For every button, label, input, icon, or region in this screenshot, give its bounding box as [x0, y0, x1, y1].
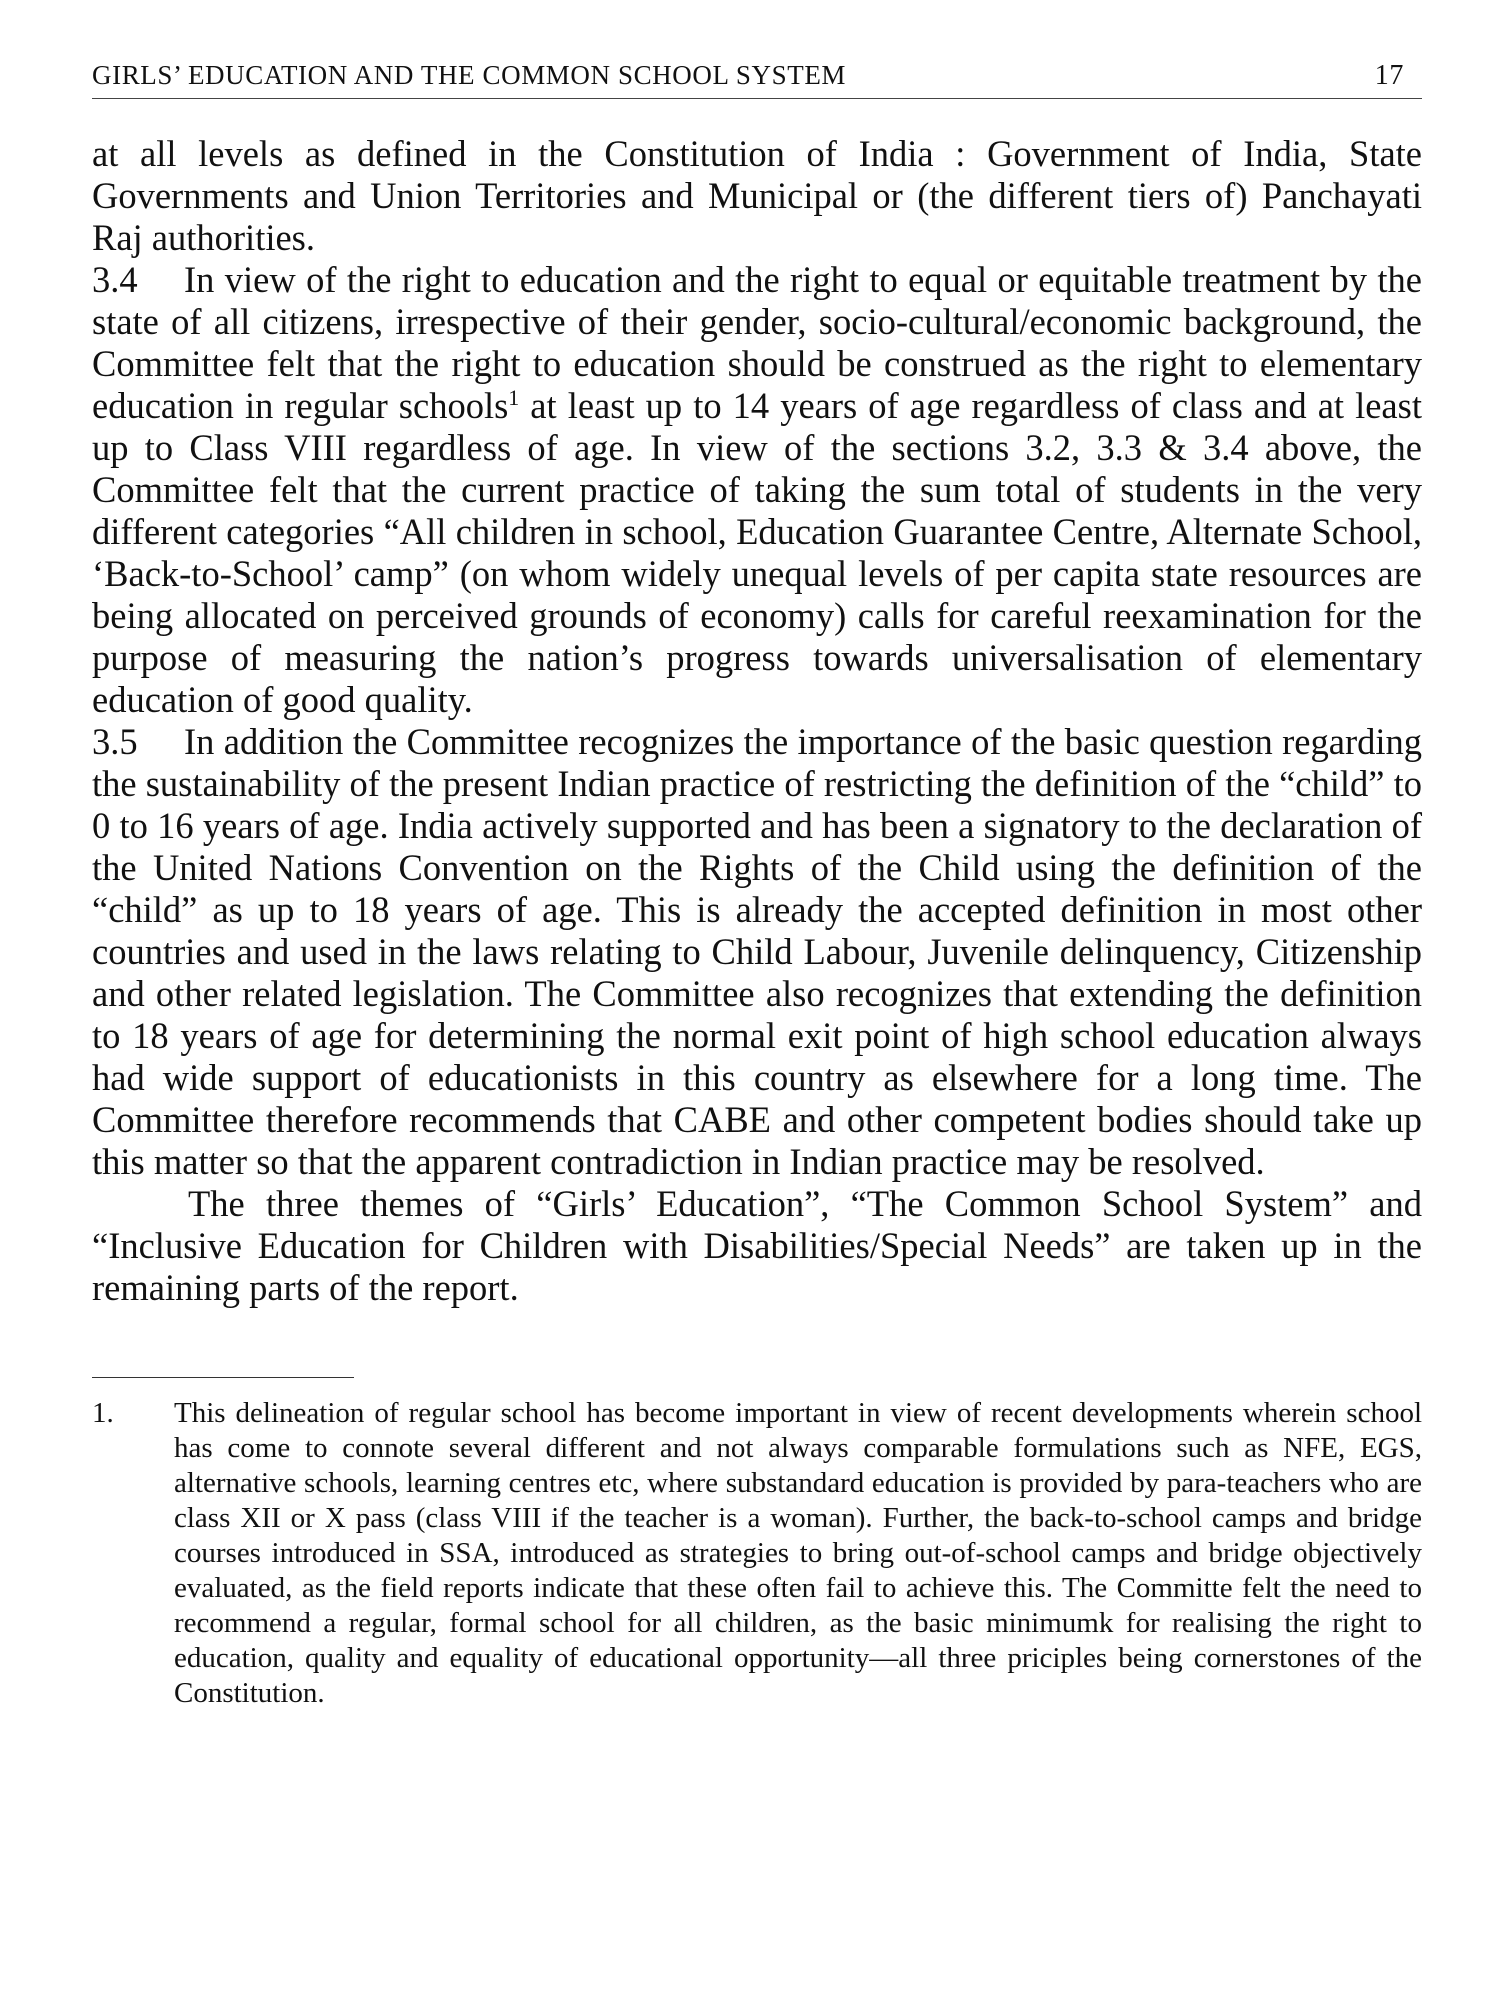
closing-paragraph: The three themes of “Girls’ Education”, “The Common School System” and “Inclusive Education for Children with Disabilities/Special Needs” are taken up in the remaining parts of the report. [92, 1183, 1422, 1308]
section-text: In addition the Committee recognizes the importance of the basic question regarding the sustainability of the present Indian practice of restricting the definition of the “child” to 0 to 16 years of age. India actively supported and has been a signatory to the declaration of the United Nations Convention on the Rights of the Child using the definition of the “child” as up to 18 years of age. This is already the accepted definition in most other countries and used in the laws relating to Child Labour, Juvenile delinquency, Citizenship and other related legislation. The Committee also recognizes that extending the definition to 18 years of age for determining the normal exit point of high school education always had wide support of educationists in this country as elsewhere for a long time. The Committee therefore recommends that CABE and other competent bodies should take up this matter so that the apparent contradiction in Indian practice may be resolved. [92, 721, 1422, 1182]
page-number: 17 [1374, 60, 1404, 91]
footnote [92, 1396, 1422, 1711]
footnote-reference[interactable]: 1 [508, 384, 520, 410]
footnote-divider [92, 1377, 354, 1378]
section-number: 3.4 [92, 259, 138, 300]
section-text: In view of the right to education and the right to equal or equitable treatment by the state of all citizens, irrespective of their gender, socio-cultural/economic background, the Committee felt that the right to education should be construed as the right to elementary education in regular schools [92, 259, 1422, 426]
section-3-5 [92, 721, 1422, 1183]
document-page [92, 60, 1422, 1711]
body-text [92, 133, 1422, 1309]
footnote-text: This delineation of regular school has become important in view of recent developments wherein school has come to connote several different and not always comparable formulations such as NFE, EGS, alternative schools, learning centres etc, where substandard education is provided by para-teachers who are class XII or X pass (class VIII if the teacher is a woman). Further, the back-to-school camps and bridge courses introduced in SSA, introduced as strategies to bring out-of-school camps and bridge objectively evaluated, as the field reports indicate that these often fail to achieve this. The Committe felt the need to recommend a regular, formal school for all children, as the basic minimumk for realising the right to education, quality and equality of educational opportunity—all three priciples being cornerstones of the Constitution. [174, 1397, 1422, 1709]
running-title: GIRLS’ EDUCATION AND THE COMMON SCHOOL SYSTEM [92, 60, 847, 90]
section-number: 3.5 [92, 721, 138, 762]
section-3-4 [92, 259, 1422, 721]
continuation-paragraph: at all levels as defined in the Constitution of India : Government of India, State Governments and Union Territories and Municipal or (the different tiers of) Panchayati Raj authorities. [92, 133, 1422, 258]
footnote-number: 1. [92, 1397, 114, 1429]
running-header [92, 60, 1422, 99]
section-text-continued: at least up to 14 years of age regardless of class and at least up to Class VIII regardless of age. In view of the sections 3.2, 3.3 & 3.4 above, the Committee felt that the current practice of taking the sum total of students in the very different categories “All children in school, Education Guarantee Centre, Alternate School, ‘Back-to-School’ camp” (on whom widely unequal levels of per capita state resources are being allocated on perceived grounds of economy) calls for careful reexamination for the purpose of measuring the nation’s progress towards universalisation of elementary education of good quality. [92, 385, 1422, 720]
